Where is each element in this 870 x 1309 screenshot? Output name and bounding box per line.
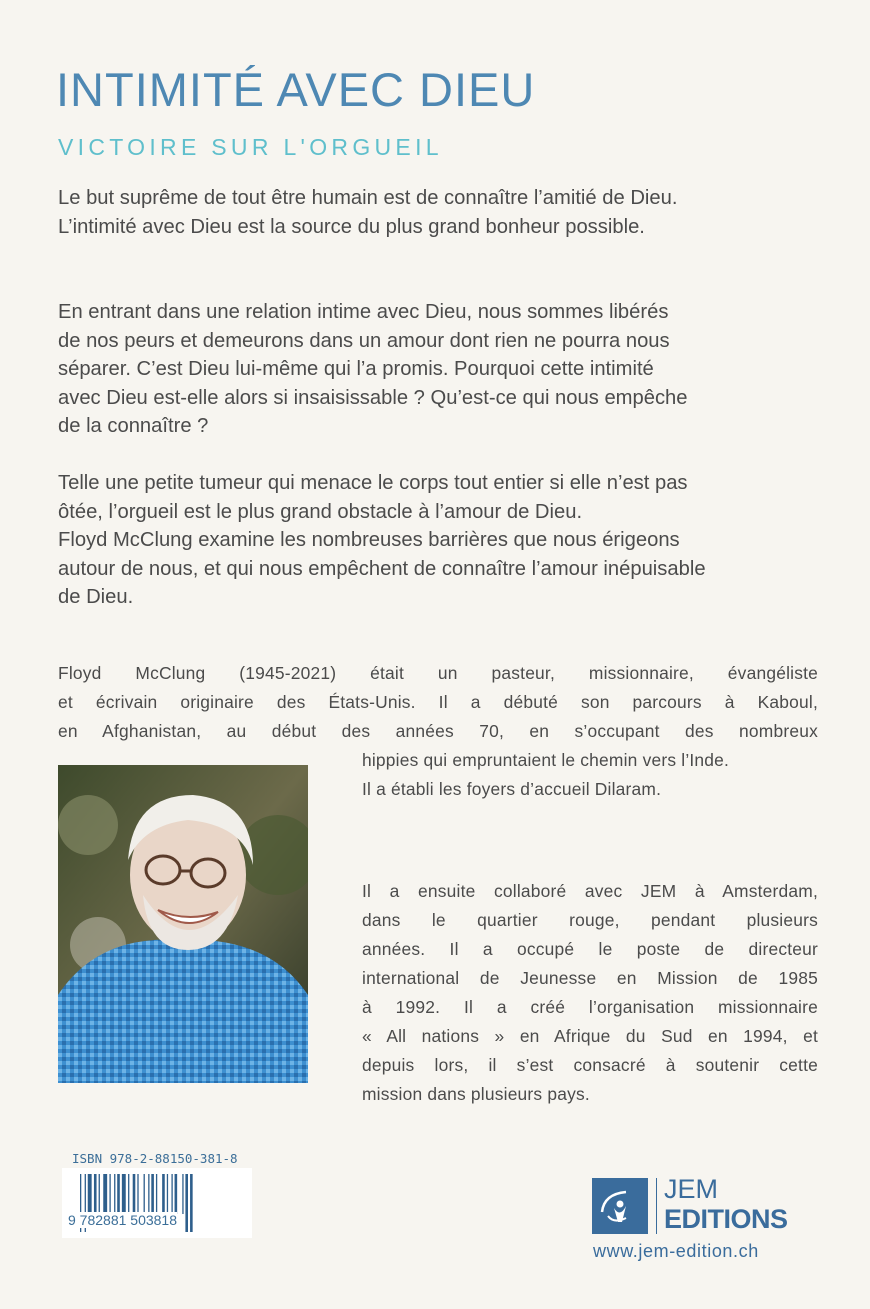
barcode-bar <box>137 1174 138 1214</box>
barcode-bar <box>128 1174 129 1214</box>
barcode-bar <box>99 1174 100 1214</box>
barcode-bar <box>109 1174 110 1214</box>
text-line: à 1992. Il a créé l’organisation missionnaire <box>362 997 818 1017</box>
text-line: dans le quartier rouge, pendant plusieurs <box>362 910 818 930</box>
publisher-url[interactable]: www.jem-edition.ch <box>593 1241 759 1261</box>
text-line: hippies qui empruntaient le chemin vers l’Inde. <box>362 750 730 770</box>
author-bio-intro <box>58 659 818 746</box>
text-line: avec Dieu est-elle alors si insaisissable ? Qu’est-ce qui nous empêche <box>58 386 688 409</box>
text-line: en Afghanistan, au début des années 70, en s’occupant des nombreux <box>58 721 818 741</box>
text-line: depuis lors, il s’est consacré à soutenir cette <box>362 1055 818 1075</box>
publisher-name-line2: EDITIONS <box>664 1204 788 1234</box>
logo-divider <box>656 1178 657 1234</box>
barcode-bar <box>156 1174 157 1214</box>
text-line: En entrant dans une relation intime avec Dieu, nous sommes libérés <box>58 301 669 323</box>
blurb-paragraph-2 <box>58 298 826 441</box>
author-bio-continued <box>362 746 818 804</box>
text-line: « All nations » en Afrique du Sud en 1994, et <box>362 1026 818 1046</box>
isbn-text: ISBN 978-2-88150-381-8 <box>72 1151 238 1166</box>
blurb-paragraph-1 <box>58 184 826 241</box>
barcode-bar <box>94 1174 97 1214</box>
text-line: séparer. C’est Dieu lui-même qui l’a promis. Pourquoi cette intimité <box>58 358 654 380</box>
barcode-bar <box>117 1174 120 1214</box>
blurb-paragraph-3 <box>58 469 826 612</box>
barcode-bar <box>148 1174 149 1214</box>
barcode-bar <box>190 1174 193 1232</box>
text-line: Telle une petite tumeur qui menace le corps tout entier si elle n’est pas <box>58 472 688 494</box>
barcode-bar <box>162 1174 165 1214</box>
text-line: de la connaître ? <box>58 415 209 437</box>
publisher-logo-icon <box>592 1178 648 1234</box>
barcode-bar <box>114 1174 115 1214</box>
barcode-bar <box>144 1174 145 1214</box>
text-line: mission dans plusieurs pays. <box>362 1084 590 1104</box>
author-bio-career <box>362 877 818 1109</box>
book-title: INTIMITÉ AVEC DIEU <box>56 63 536 116</box>
barcode-bar <box>88 1174 92 1214</box>
barcode-bar <box>103 1174 107 1214</box>
text-line: Il a ensuite collaboré avec JEM à Amsterdam, <box>362 881 818 901</box>
book-subtitle: VICTOIRE SUR L'ORGUEIL <box>58 134 443 160</box>
text-line: de nos peurs et demeurons dans un amour dont rien ne pourra nous <box>58 329 670 352</box>
text-line: international de Jeunesse en Mission de 1985 <box>362 968 818 988</box>
barcode-bar <box>151 1174 154 1214</box>
barcode-number: 9 782881 503818 <box>68 1212 177 1228</box>
publisher-name-line1: JEM <box>664 1174 718 1204</box>
barcode-bar <box>167 1174 168 1214</box>
barcode-bar <box>182 1174 183 1214</box>
barcode-bar <box>133 1174 136 1214</box>
barcode-bar <box>185 1174 188 1232</box>
text-line: Il a établi les foyers d’accueil Dilaram. <box>362 779 662 799</box>
barcode-bar <box>122 1174 126 1214</box>
author-photo <box>58 765 308 1083</box>
barcode-bar <box>175 1174 178 1214</box>
text-line: Floyd McClung examine les nombreuses barrières que nous érigeons <box>58 529 680 551</box>
text-line: ôtée, l’orgueil est le plus grand obstacle à l’amour de Dieu. <box>58 500 583 523</box>
text-line: L’intimité avec Dieu est la source du plus grand bonheur possible. <box>58 215 645 238</box>
text-line: de Dieu. <box>58 586 134 608</box>
text-line: Floyd McClung (1945-2021) était un pasteur, missionnaire, évangéliste <box>58 663 818 683</box>
text-line: autour de nous, et qui nous empêchent de connaître l’amour inépuisable <box>58 557 706 580</box>
text-line: et écrivain originaire des États-Unis. Il a débuté son parcours à Kaboul, <box>58 692 818 712</box>
text-line: Le but suprême de tout être humain est de connaître l’amitié de Dieu. <box>58 187 678 209</box>
text-line: années. Il a occupé le poste de directeur <box>362 939 818 959</box>
barcode-bar <box>171 1174 172 1214</box>
